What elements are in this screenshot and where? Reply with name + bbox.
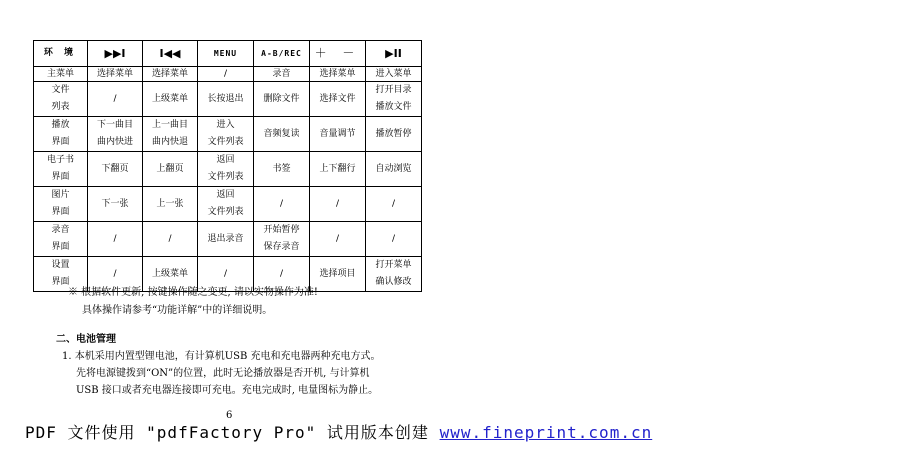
table-row: [34, 117, 422, 152]
table-cell: /: [254, 257, 310, 292]
table-cell: 设置 界面: [34, 257, 88, 292]
reference-note: 具体操作请参考“功能详解”中的详细说明。: [82, 305, 273, 316]
table-cell: 删除文件: [254, 82, 310, 117]
table-row: [34, 222, 422, 257]
header-menu: MENU: [198, 41, 254, 67]
table-cell: 书签: [254, 152, 310, 187]
table-cell: 播放 界面: [34, 117, 88, 152]
table-cell: 返回 文件列表: [198, 187, 254, 222]
header-ab-rec: A-B/REC: [254, 41, 310, 67]
header-next-icon: ▶▶I: [88, 41, 143, 67]
table-cell: 录音: [254, 67, 310, 82]
table-cell: 文件 列表: [34, 82, 88, 117]
table-cell: 长按退出: [198, 82, 254, 117]
table-cell: /: [310, 187, 366, 222]
table-cell: /: [310, 222, 366, 257]
header-play-pause-icon: ▶II: [366, 41, 422, 67]
table-cell: 开始暂停 保存录音: [254, 222, 310, 257]
table-row: [34, 152, 422, 187]
table-cell: 返回 文件列表: [198, 152, 254, 187]
table-cell: /: [366, 222, 422, 257]
table-cell: 音频复读: [254, 117, 310, 152]
fineprint-link[interactable]: www.fineprint.com.cn: [439, 423, 653, 442]
key-function-table: [33, 40, 422, 292]
page-number: 6: [226, 410, 233, 421]
table-cell: 选择菜单: [310, 67, 366, 82]
table-header-row: [34, 41, 422, 67]
footer-text: PDF 文件使用 "pdfFactory Pro" 试用版本创建: [25, 423, 440, 442]
table-cell: 选择菜单: [143, 67, 198, 82]
table-cell: 进入菜单: [366, 67, 422, 82]
table-cell: /: [143, 222, 198, 257]
table-cell: 电子书 界面: [34, 152, 88, 187]
section-title: 二、电池管理: [56, 334, 116, 345]
table-cell: 下翻页: [88, 152, 143, 187]
pdf-watermark-footer: [25, 420, 652, 443]
table-cell: 选择菜单: [88, 67, 143, 82]
header-plus-minus: ＋ －: [310, 41, 366, 67]
table-cell: 进入 文件列表: [198, 117, 254, 152]
table-cell: /: [88, 222, 143, 257]
table-cell: 录音 界面: [34, 222, 88, 257]
paragraph-line-2: 先将电源键拨到“ON”的位置，此时无论播放器是否开机, 与计算机: [76, 368, 370, 379]
update-note: ※ 根据软件更新, 按键操作随之变更, 请以实物操作为准!: [68, 287, 318, 298]
table-cell: 播放暂停: [366, 117, 422, 152]
table-cell: 主菜单: [34, 67, 88, 82]
table-cell: 选择项目: [310, 257, 366, 292]
table-cell: 上级菜单: [143, 257, 198, 292]
table-cell: /: [88, 257, 143, 292]
table-cell: /: [88, 82, 143, 117]
table-cell: 打开目录 播放文件: [366, 82, 422, 117]
header-prev-icon: I◀◀: [143, 41, 198, 67]
table-cell: 上一曲目 曲内快退: [143, 117, 198, 152]
table-cell: 退出录音: [198, 222, 254, 257]
table-row: [34, 67, 422, 82]
table-cell: 上下翻行: [310, 152, 366, 187]
table-cell: /: [198, 257, 254, 292]
table-cell: 音量调节: [310, 117, 366, 152]
table-cell: 上一张: [143, 187, 198, 222]
table-row: [34, 187, 422, 222]
table-cell: 上翻页: [143, 152, 198, 187]
table-cell: /: [254, 187, 310, 222]
table-cell: 下一张: [88, 187, 143, 222]
table-cell: 打开菜单 确认修改: [366, 257, 422, 292]
table-row: [34, 82, 422, 117]
paragraph-line-3: USB 接口或者充电器连接即可充电。充电完成时, 电量图标为静止。: [76, 385, 379, 396]
table-cell: 自动浏览: [366, 152, 422, 187]
paragraph-line-1: 1. 本机采用内置型锂电池，有计算机USB 充电和充电器两种充电方式。: [62, 351, 381, 362]
table-cell: /: [366, 187, 422, 222]
table-cell: 图片 界面: [34, 187, 88, 222]
table-cell: /: [198, 67, 254, 82]
table-cell: 选择文件: [310, 82, 366, 117]
table-cell: 下一曲目 曲内快进: [88, 117, 143, 152]
header-environment: 环 境: [34, 41, 88, 67]
table-cell: 上级菜单: [143, 82, 198, 117]
